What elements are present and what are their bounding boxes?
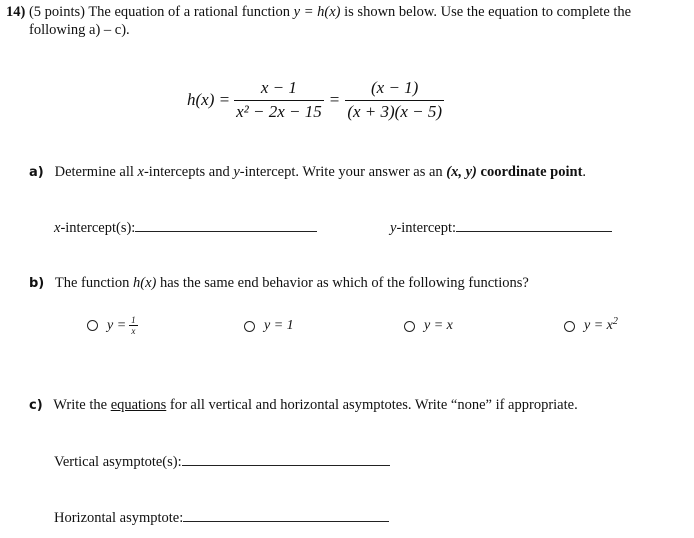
part-c-label: c) xyxy=(29,398,43,413)
option-3-label: y = x xyxy=(424,318,453,333)
part-a-period: . xyxy=(582,164,587,180)
y-intercept-field[interactable] xyxy=(390,219,612,237)
part-b-fn: h(x) xyxy=(133,275,157,291)
part-a-text1: Determine all xyxy=(54,164,134,180)
part-b-text1: The function xyxy=(54,275,130,291)
x-intercept-label: -intercept(s): xyxy=(60,220,136,236)
part-a-point: (x, y) xyxy=(446,164,477,180)
horizontal-asymptote-answer-line[interactable] xyxy=(183,509,389,522)
question-intro-b: is shown below. Use the equation to complete the xyxy=(344,4,632,20)
question-intro-a: The equation of a rational function xyxy=(88,4,291,20)
part-b-label: b) xyxy=(29,276,45,291)
option-1-numerator: 1 xyxy=(131,315,136,325)
y-intercept-answer-line[interactable] xyxy=(456,219,612,232)
question-intro-line2: following a) – c). xyxy=(29,22,130,38)
part-a-label: a) xyxy=(29,165,44,180)
part-a-text3: -intercept. Write your answer as an xyxy=(239,164,443,180)
option-4-base: y = x xyxy=(584,318,613,333)
y-intercept-label: -intercept: xyxy=(396,220,457,236)
option-1-lhs: y = xyxy=(107,317,127,333)
question-header xyxy=(6,4,631,21)
option-3[interactable] xyxy=(404,318,453,334)
horizontal-asymptote-label: Horizontal asymptote: xyxy=(54,510,184,526)
equation-lhs: h(x) = xyxy=(187,90,231,109)
option-2-label: y = 1 xyxy=(264,318,294,333)
horizontal-asymptote-field[interactable] xyxy=(54,509,389,527)
fraction-1-denominator: x² − 2x − 15 xyxy=(236,102,322,121)
part-c-prompt xyxy=(29,397,578,414)
part-a-text2: -intercepts and xyxy=(143,164,230,180)
part-c-underlined: equations xyxy=(110,397,167,413)
option-4-radio[interactable] xyxy=(564,321,575,332)
equation xyxy=(187,78,444,122)
option-1-fraction xyxy=(129,315,138,336)
fraction-1 xyxy=(234,78,324,122)
part-c-text2: for all vertical and horizontal asymptotes. Write “none” if appropriate. xyxy=(169,397,578,413)
part-a-bold: coordinate point xyxy=(480,164,583,180)
fraction-2-denominator: (x + 3)(x − 5) xyxy=(347,102,443,121)
fraction-1-numerator: x − 1 xyxy=(260,78,297,97)
option-4-exponent: 2 xyxy=(612,315,618,327)
option-1-radio[interactable] xyxy=(87,320,98,331)
question-number: 14) xyxy=(6,4,26,20)
part-a-var-y: y xyxy=(233,164,240,180)
function-name: y = h(x) xyxy=(293,4,341,20)
option-1[interactable] xyxy=(87,315,138,336)
question-points: (5 points) xyxy=(28,4,85,20)
part-a-prompt xyxy=(29,164,586,181)
vertical-asymptote-answer-line[interactable] xyxy=(182,453,390,466)
vertical-asymptote-label: Vertical asymptote(s): xyxy=(54,454,182,470)
option-3-radio[interactable] xyxy=(404,321,415,332)
part-b-text2: has the same end behavior as which of the following functions? xyxy=(159,275,529,291)
x-intercept-field[interactable] xyxy=(54,219,317,237)
part-c-text1: Write the xyxy=(53,397,108,413)
vertical-asymptote-field[interactable] xyxy=(54,453,390,471)
part-a-var-x: x xyxy=(137,164,144,180)
equation-equals: = xyxy=(329,90,340,109)
fraction-2 xyxy=(345,78,444,122)
option-2[interactable] xyxy=(244,318,294,334)
option-2-radio[interactable] xyxy=(244,321,255,332)
x-intercept-var: x xyxy=(54,220,61,236)
x-intercept-answer-line[interactable] xyxy=(135,219,317,232)
option-1-denominator: x xyxy=(131,326,136,336)
fraction-2-numerator: (x − 1) xyxy=(371,78,419,97)
part-b-prompt xyxy=(29,275,529,292)
option-4[interactable] xyxy=(564,315,618,334)
y-intercept-var: y xyxy=(390,220,397,236)
